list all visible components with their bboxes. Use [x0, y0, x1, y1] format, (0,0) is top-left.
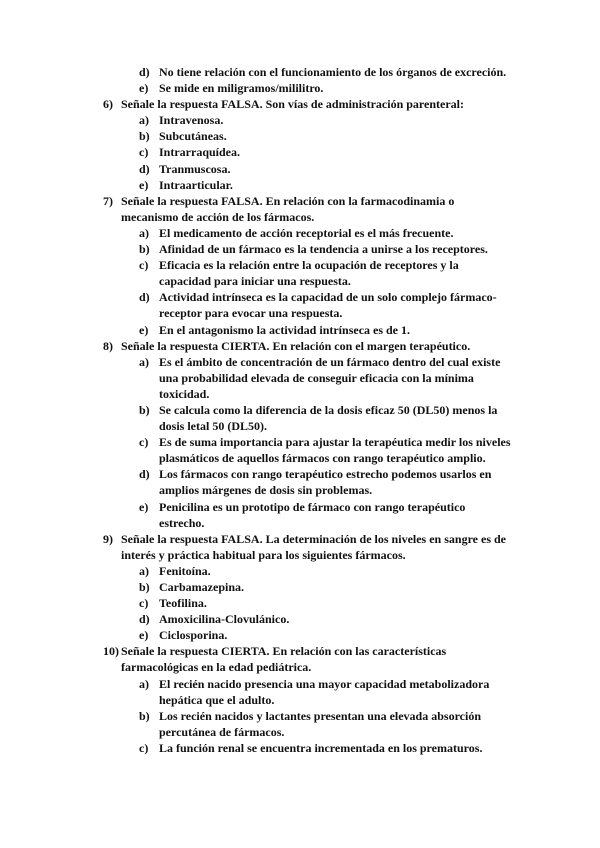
option-text: La función renal se encuentra incrementada en los prematuros. — [159, 740, 483, 755]
option-text: Es el ámbito de concentración de un fármaco dentro del cual existe — [159, 354, 501, 369]
question-line — [0, 547, 600, 563]
option-line — [0, 466, 600, 482]
option-text-continued: capacidad para iniciar una respuesta. — [159, 274, 351, 289]
option-letter: c) — [139, 435, 149, 450]
option-letter: e) — [139, 177, 149, 192]
option-line — [0, 611, 600, 627]
question-line — [0, 96, 600, 112]
option-line — [0, 692, 600, 708]
option-line — [0, 402, 600, 418]
option-line — [0, 161, 600, 177]
option-letter: e) — [139, 628, 149, 643]
option-line — [0, 595, 600, 611]
question-line — [0, 209, 600, 225]
option-text: Teofilina. — [159, 596, 207, 611]
option-line — [0, 515, 600, 531]
option-line — [0, 627, 600, 643]
option-letter: a) — [139, 225, 149, 240]
option-text: Los recién nacidos y lactantes presentan una elevada absorción — [159, 708, 482, 723]
question-text: Señale la respuesta FALSA. Son vías de administración parenteral: — [121, 97, 465, 112]
option-text: Los fármacos con rango terapéutico estrecho podemos usarlos en — [159, 467, 492, 482]
option-text: Eficacia es la relación entre la ocupación de receptores y la — [159, 258, 459, 273]
option-line — [0, 225, 600, 241]
option-line — [0, 322, 600, 338]
option-line — [0, 450, 600, 466]
option-text: El medicamento de acción receptorial es el más frecuente. — [159, 225, 454, 240]
question-text-continued: mecanismo de acción de los fármacos. — [121, 209, 315, 224]
option-text-continued: estrecho. — [159, 515, 205, 530]
question-number: 9) — [103, 531, 113, 546]
option-line — [0, 418, 600, 434]
option-letter: c) — [139, 258, 149, 273]
option-letter: c) — [139, 596, 149, 611]
option-text-continued: dosis letal 50 (DL50). — [159, 419, 267, 434]
question-line — [0, 659, 600, 675]
option-line — [0, 177, 600, 193]
option-line — [0, 740, 600, 756]
option-line — [0, 128, 600, 144]
option-text-continued: percutánea de fármacos. — [159, 724, 285, 739]
question-text-continued: farmacológicas en la edad pediátrica. — [121, 660, 312, 675]
question-number: 7) — [103, 193, 113, 208]
question-number: 6) — [103, 97, 113, 112]
question-number: 10) — [103, 644, 119, 659]
option-line — [0, 482, 600, 498]
option-text: Es de suma importancia para ajustar la terapéutica medir los niveles — [159, 435, 511, 450]
option-letter: c) — [139, 145, 149, 160]
question-line — [0, 338, 600, 354]
option-letter: a) — [139, 676, 149, 691]
option-text-continued: receptor para evocar una respuesta. — [159, 306, 343, 321]
option-text: En el antagonismo la actividad intrínseca es de 1. — [159, 322, 411, 337]
question-text-continued: interés y práctica habitual para los siguientes fármacos. — [121, 547, 406, 562]
option-line — [0, 64, 600, 80]
option-text-continued: toxicidad. — [159, 386, 210, 401]
option-letter: a) — [139, 563, 149, 578]
option-text: Intrarraquídea. — [159, 145, 240, 160]
option-line — [0, 370, 600, 386]
option-text: Intravenosa. — [159, 113, 224, 128]
option-line — [0, 563, 600, 579]
option-letter: b) — [139, 580, 150, 594]
question-text: Señale la respuesta FALSA. En relación con la farmacodinamia o — [121, 193, 455, 208]
option-text: No tiene relación con el funcionamiento de los órganos de excreción. — [159, 65, 507, 79]
option-letter: d) — [139, 161, 150, 176]
question-number: 8) — [103, 338, 113, 353]
option-text: Se mide en miligramos/mililitro. — [159, 81, 324, 96]
option-line — [0, 112, 600, 128]
option-line — [0, 273, 600, 289]
question-line — [0, 531, 600, 547]
option-letter: e) — [139, 499, 149, 514]
option-letter: d) — [139, 65, 150, 79]
option-letter: e) — [139, 322, 149, 337]
option-line — [0, 289, 600, 305]
option-text: Se calcula como la diferencia de la dosis eficaz 50 (DL50) menos la — [159, 402, 498, 417]
option-text-continued: una probabilidad elevada de conseguir eficacia con la mínima — [159, 370, 474, 385]
question-text: Señale la respuesta FALSA. La determinación de los niveles en sangre es de — [121, 531, 506, 546]
option-line — [0, 434, 600, 450]
option-text: Intraarticular. — [159, 177, 233, 192]
option-line — [0, 499, 600, 515]
option-line — [0, 579, 600, 595]
option-text: Actividad intrínseca es la capacidad de un solo complejo fármaco- — [159, 290, 497, 305]
option-text: Ciclosporina. — [159, 628, 228, 643]
option-letter: b) — [139, 129, 150, 144]
option-letter: b) — [139, 708, 150, 723]
option-letter: e) — [139, 81, 149, 96]
question-text: Señale la respuesta CIERTA. En relación con el margen terapéutico. — [121, 338, 471, 353]
option-text-continued: plasmáticos de aquellos fármacos con rango terapéutico amplio. — [159, 451, 486, 466]
option-text: Fenitoína. — [159, 563, 211, 578]
option-text: Penicilina es un prototipo de fármaco con rango terapéutico — [159, 499, 466, 514]
option-line — [0, 144, 600, 160]
option-line — [0, 708, 600, 724]
option-line — [0, 305, 600, 321]
option-letter: d) — [139, 290, 150, 305]
option-text: Amoxicilina-Clovulánico. — [159, 612, 290, 627]
option-line — [0, 724, 600, 740]
option-line — [0, 80, 600, 96]
question-line — [0, 643, 600, 659]
option-line — [0, 676, 600, 692]
option-text: Afinidad de un fármaco es la tendencia a unirse a los receptores. — [159, 242, 488, 257]
option-letter: c) — [139, 740, 149, 755]
option-text: Tranmuscosa. — [159, 161, 231, 176]
option-line — [0, 241, 600, 257]
option-letter: d) — [139, 612, 150, 627]
question-text: Señale la respuesta CIERTA. En relación con las características — [121, 644, 447, 659]
question-line — [0, 193, 600, 209]
exam-page — [0, 64, 600, 756]
option-letter: b) — [139, 242, 150, 257]
option-line — [0, 354, 600, 370]
option-text: El recién nacido presencia una mayor capacidad metabolizadora — [159, 676, 490, 691]
option-letter: b) — [139, 402, 150, 417]
option-line — [0, 257, 600, 273]
option-letter: a) — [139, 113, 149, 128]
option-text-continued: hepática que el adulto. — [159, 692, 275, 707]
option-text: Carbamazepina. — [159, 580, 244, 594]
option-text: Subcutáneas. — [159, 129, 227, 144]
option-letter: a) — [139, 354, 149, 369]
option-letter: d) — [139, 467, 150, 482]
option-text-continued: amplios márgenes de dosis sin problemas. — [159, 483, 373, 498]
option-line — [0, 386, 600, 402]
